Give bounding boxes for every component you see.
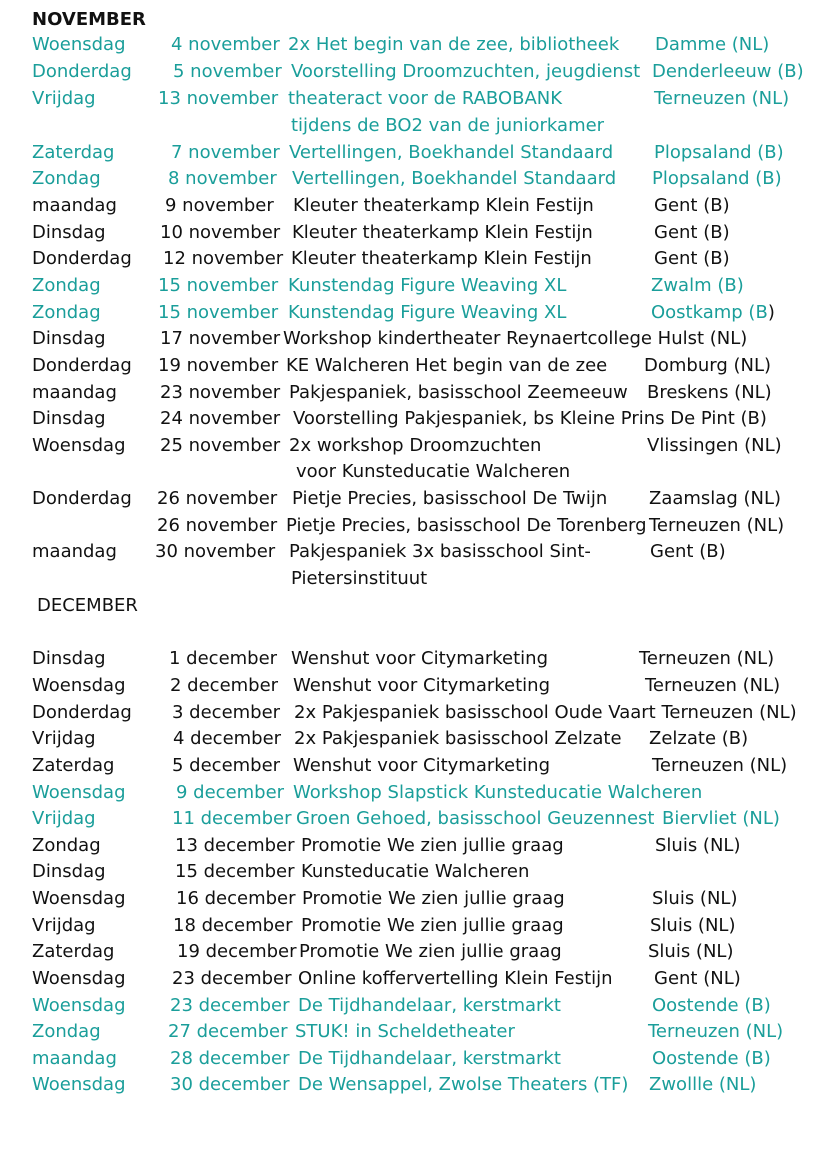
row-place: Terneuzen (NL) <box>654 88 790 109</box>
row-day: Vrijdag <box>32 808 96 829</box>
row-date: 5 november <box>173 61 282 82</box>
row-day: Dinsdag <box>32 222 106 243</box>
heading-november: NOVEMBER <box>32 9 146 30</box>
row-day: Donderdag <box>32 355 132 376</box>
row-place: Gent (B) <box>650 541 726 562</box>
row-date: 2 december <box>170 675 279 696</box>
row-place: Zwollle (NL) <box>649 1074 757 1095</box>
row-event: voor Kunsteducatie Walcheren <box>296 461 571 482</box>
row-day: Dinsdag <box>32 648 106 669</box>
row-day: Zondag <box>32 168 101 189</box>
row-date: 3 december <box>172 702 281 723</box>
row-date: 25 november <box>160 435 281 456</box>
row-day: Woensdag <box>32 435 126 456</box>
row-event: Promotie We zien jullie graag <box>299 941 562 962</box>
row-day: Zondag <box>32 302 101 323</box>
row-event: tijdens de BO2 van de juniorkamer <box>291 115 605 136</box>
row-event: 2x workshop Droomzuchten <box>289 435 542 456</box>
row-place: Plopsaland (B) <box>652 168 782 189</box>
row-date: 26 november <box>157 515 278 536</box>
row-event: Workshop kindertheater Reynaertcollege Hulst (NL) <box>283 328 748 349</box>
row-date: 23 december <box>172 968 292 989</box>
row-day: Vrijdag <box>32 915 96 936</box>
row-day: Dinsdag <box>32 861 106 882</box>
row-event: Promotie We zien jullie graag <box>302 888 565 909</box>
row-place: Plopsaland (B) <box>654 142 784 163</box>
row-day: Donderdag <box>32 488 132 509</box>
row-date: 15 november <box>158 275 279 296</box>
row-day: maandag <box>32 382 117 403</box>
row-event: De Tijdhandelaar, kerstmarkt <box>298 1048 561 1069</box>
row-date: 8 november <box>168 168 277 189</box>
row-day: Donderdag <box>32 248 132 269</box>
row-event: De Wensappel, Zwolse Theaters (TF) <box>298 1074 629 1095</box>
row-event: Pietje Precies, basisschool De Torenberg <box>286 515 647 536</box>
row-event: Promotie We zien jullie graag <box>301 915 564 936</box>
row-place: Denderleeuw (B) <box>652 61 804 82</box>
row-date: 19 november <box>158 355 279 376</box>
row-place: Terneuzen (NL) <box>639 648 775 669</box>
row-day: Zaterdag <box>32 755 115 776</box>
row-event: theateract voor de RABOBANK <box>288 88 563 109</box>
row-event: De Tijdhandelaar, kerstmarkt <box>298 995 561 1016</box>
row-date: 24 november <box>160 408 281 429</box>
row-event: Workshop Slapstick Kunsteducatie Walcheren <box>293 782 703 803</box>
row-place: Vlissingen (NL) <box>647 435 782 456</box>
row-place: Zaamslag (NL) <box>649 488 782 509</box>
row-date: 12 november <box>163 248 284 269</box>
heading-december: DECEMBER <box>37 595 138 616</box>
row-place <box>651 302 775 324</box>
row-event: Kunstendag Figure Weaving XL <box>288 302 567 323</box>
row-event: Promotie We zien jullie graag <box>301 835 564 856</box>
row-place: Sluis (NL) <box>652 888 738 909</box>
row-date: 1 december <box>169 648 278 669</box>
row-place: Zelzate (B) <box>649 728 749 749</box>
row-event: KE Walcheren Het begin van de zee <box>286 355 608 376</box>
row-event: Groen Gehoed, basisschool Geuzennest <box>296 808 655 829</box>
row-place: Damme (NL) <box>655 34 770 55</box>
row-day: Vrijdag <box>32 88 96 109</box>
row-day: Woensdag <box>32 888 126 909</box>
row-event: Voorstelling Pakjespaniek, bs Kleine Prins De Pint (B) <box>293 408 767 429</box>
row-event: Vertellingen, Boekhandel Standaard <box>292 168 617 189</box>
row-event: Voorstelling Droomzuchten, jeugdienst <box>291 61 641 82</box>
row-date: 26 november <box>157 488 278 509</box>
row-day: Zaterdag <box>32 941 115 962</box>
row-date: 19 december <box>177 941 297 962</box>
row-event: Wenshut voor Citymarketing <box>291 648 548 669</box>
row-place: Sluis (NL) <box>655 835 741 856</box>
row-date: 18 december <box>173 915 293 936</box>
row-date: 9 december <box>176 782 285 803</box>
row-place: Oostende (B) <box>652 995 771 1016</box>
row-place: Domburg (NL) <box>644 355 772 376</box>
row-day: Donderdag <box>32 61 132 82</box>
row-event: Vertellingen, Boekhandel Standaard <box>289 142 614 163</box>
row-date: 7 november <box>171 142 280 163</box>
row-event: Kleuter theaterkamp Klein Festijn <box>291 248 592 269</box>
row-place: Terneuzen (NL) <box>648 1021 784 1042</box>
row-date: 10 november <box>160 222 281 243</box>
row-day: Woensdag <box>32 968 126 989</box>
row-place-suffix: ) <box>767 302 775 323</box>
row-place: Biervliet (NL) <box>662 808 780 829</box>
row-place: Gent (NL) <box>654 968 741 989</box>
row-day: Woensdag <box>32 995 126 1016</box>
row-date: 11 december <box>172 808 292 829</box>
row-event: Kleuter theaterkamp Klein Festijn <box>292 222 593 243</box>
row-date: 17 november <box>160 328 281 349</box>
row-date: 28 december <box>170 1048 290 1069</box>
row-date: 15 november <box>158 302 279 323</box>
row-day: maandag <box>32 1048 117 1069</box>
row-date: 15 december <box>175 861 295 882</box>
row-event: Online koffervertelling Klein Festijn <box>298 968 613 989</box>
row-date: 16 december <box>176 888 296 909</box>
row-day: Zondag <box>32 275 101 296</box>
row-event: 2x Pakjespaniek basisschool Oude Vaart Terneuzen (NL) <box>294 702 797 723</box>
row-day: maandag <box>32 195 117 216</box>
row-date: 13 december <box>175 835 295 856</box>
row-day: maandag <box>32 541 117 562</box>
row-day: Zaterdag <box>32 142 115 163</box>
row-date: 30 december <box>170 1074 290 1095</box>
row-event: Pietje Precies, basisschool De Twijn <box>292 488 608 509</box>
row-day: Dinsdag <box>32 328 106 349</box>
row-day: Woensdag <box>32 1074 126 1095</box>
row-day: Vrijdag <box>32 728 96 749</box>
row-event: STUK! in Scheldetheater <box>295 1021 515 1042</box>
row-date: 5 december <box>172 755 281 776</box>
row-date: 27 december <box>168 1021 288 1042</box>
row-event: Pietersinstituut <box>291 568 428 589</box>
row-place: Terneuzen (NL) <box>645 675 781 696</box>
row-place: Terneuzen (NL) <box>649 515 785 536</box>
row-event: Pakjespaniek 3x basisschool Sint- <box>289 541 591 562</box>
row-event: Kleuter theaterkamp Klein Festijn <box>293 195 594 216</box>
row-event: 2x Pakjespaniek basisschool Zelzate <box>294 728 622 749</box>
row-event: 2x Het begin van de zee, bibliotheek <box>288 34 620 55</box>
row-event: Kunsteducatie Walcheren <box>301 861 530 882</box>
row-place: Sluis (NL) <box>648 941 734 962</box>
row-date: 23 november <box>160 382 281 403</box>
row-date: 30 november <box>155 541 276 562</box>
row-day: Dinsdag <box>32 408 106 429</box>
row-date: 13 november <box>158 88 279 109</box>
row-event: Kunstendag Figure Weaving XL <box>288 275 567 296</box>
row-event: Pakjespaniek, basisschool Zeemeeuw <box>289 382 628 403</box>
row-day: Woensdag <box>32 782 126 803</box>
row-place: Terneuzen (NL) <box>652 755 788 776</box>
row-date: 4 december <box>173 728 282 749</box>
row-event: Wenshut voor Citymarketing <box>293 675 550 696</box>
row-event: Wenshut voor Citymarketing <box>293 755 550 776</box>
row-place: Oostende (B) <box>652 1048 771 1069</box>
row-place: Breskens (NL) <box>647 382 772 403</box>
row-place-text: Oostkamp (B <box>651 302 768 323</box>
row-place: Sluis (NL) <box>650 915 736 936</box>
row-place: Zwalm (B) <box>651 275 744 296</box>
row-day: Zondag <box>32 1021 101 1042</box>
row-date: 23 december <box>170 995 290 1016</box>
row-day: Donderdag <box>32 702 132 723</box>
row-day: Woensdag <box>32 34 126 55</box>
row-date: 9 november <box>165 195 274 216</box>
row-place: Gent (B) <box>654 222 730 243</box>
row-day: Zondag <box>32 835 101 856</box>
row-place: Gent (B) <box>654 195 730 216</box>
row-day: Woensdag <box>32 675 126 696</box>
row-place: Gent (B) <box>654 248 730 269</box>
row-date: 4 november <box>171 34 280 55</box>
